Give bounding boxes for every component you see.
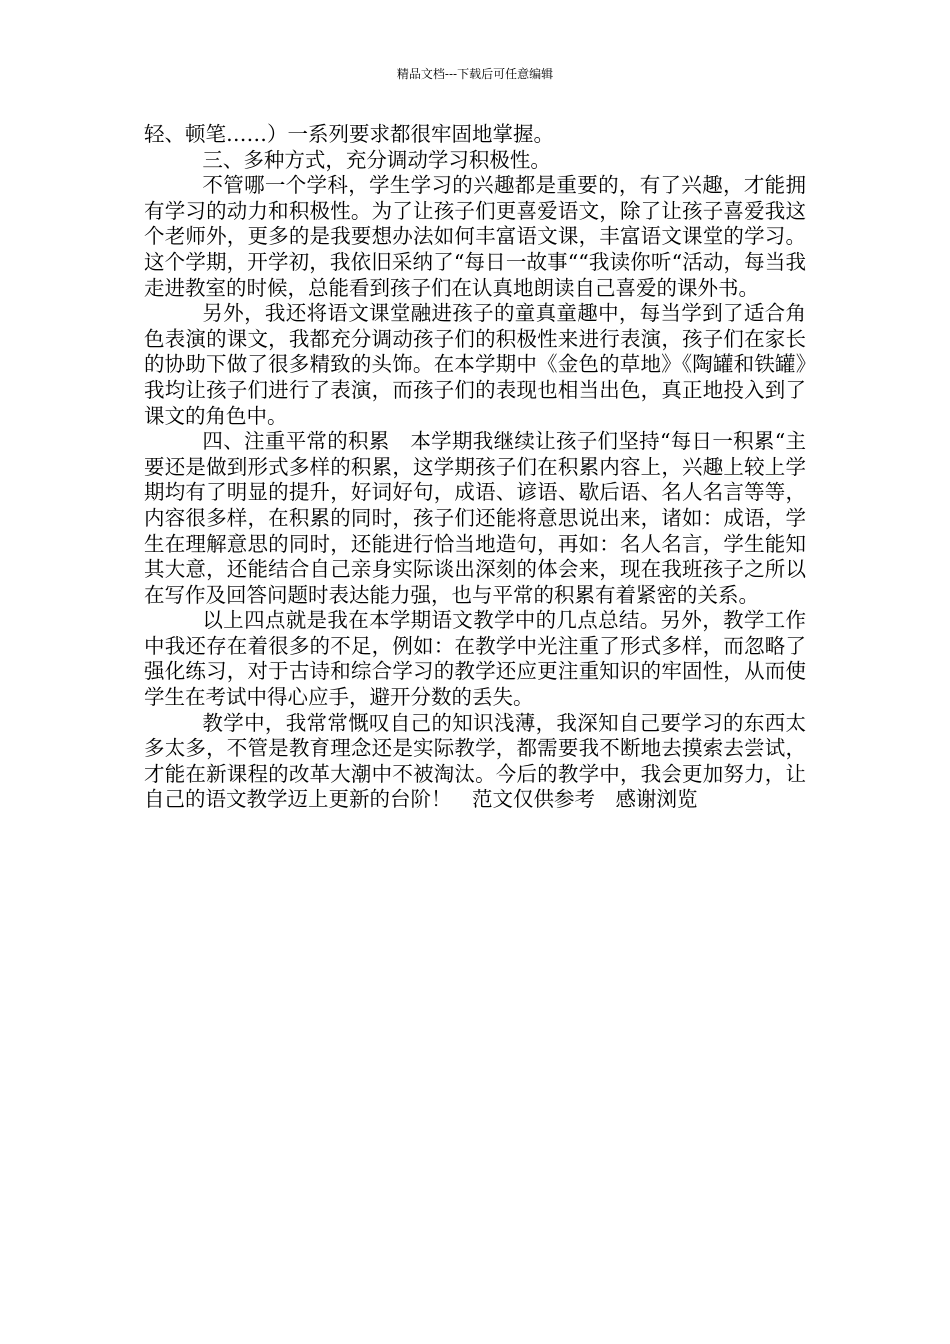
document-body bbox=[144, 122, 806, 813]
paragraph-7: 教学中，我常常慨叹自己的知识浅薄，我深知自己要学习的东西太多太多，不管是教育理念还是实际教学，都需要我不断地去摸索去尝试，才能在新课程的改革大潮中不被淘汰。今后的教学中，我会更加努力，让自己的语文教学迈上更新的台阶！ 范文仅供参考 感谢浏览 bbox=[144, 710, 806, 812]
paragraph-3: 不管哪一个学科，学生学习的兴趣都是重要的，有了兴趣，才能拥有学习的动力和积极性。为了让孩子们更喜爱语文，除了让孩子喜爱我这个老师外，更多的是我要想办法如何丰富语文课，丰富语文课堂的学习。这个学期，开学初，我依旧采纳了“每日一故事““我读你听“活动，每当我走进教室的时候，总能看到孩子们在认真地朗读自己喜爱的课外书。 bbox=[144, 173, 806, 300]
paragraph-4: 另外，我还将语文课堂融进孩子的童真童趣中，每当学到了适合角色表演的课文，我都充分调动孩子们的积极性来进行表演，孩子们在家长的协助下做了很多精致的头饰。在本学期中《金色的草地》《陶罐和铁罐》我均让孩子们进行了表演，而孩子们的表现也相当出色，真正地投入到了课文的角色中。 bbox=[144, 301, 806, 428]
paragraph-5: 四、注重平常的积累 本学期我继续让孩子们坚持“每日一积累“主要还是做到形式多样的积累，这学期孩子们在积累内容上，兴趣上较上学期均有了明显的提升，好词好句，成语、谚语、歇后语、名人名言等等，内容很多样，在积累的同时，孩子们还能将意思说出来，诸如：成语，学生在理解意思的同时，还能进行恰当地造句，再如：名人名言，学生能知其大意，还能结合自己亲身实际谈出深刻的体会来，现在我班孩子之所以在写作及回答问题时表达能力强，也与平常的积累有着紧密的关系。 bbox=[144, 429, 806, 607]
page-header: 精品文档---下载后可任意编辑 bbox=[396, 67, 554, 81]
paragraph-1: 轻、顿笔……）一系列要求都很牢固地掌握。 bbox=[144, 122, 554, 146]
paragraph-6: 以上四点就是我在本学期语文教学中的几点总结。另外，教学工作中我还存在着很多的不足，例如：在教学中光注重了形式多样，而忽略了强化练习，对于古诗和综合学习的教学还应更注重知识的牢固性，从而使学生在考试中得心应手，避开分数的丢失。 bbox=[144, 608, 806, 710]
paragraph-2-heading: 三、多种方式，充分调动学习积极性。 bbox=[202, 147, 551, 172]
